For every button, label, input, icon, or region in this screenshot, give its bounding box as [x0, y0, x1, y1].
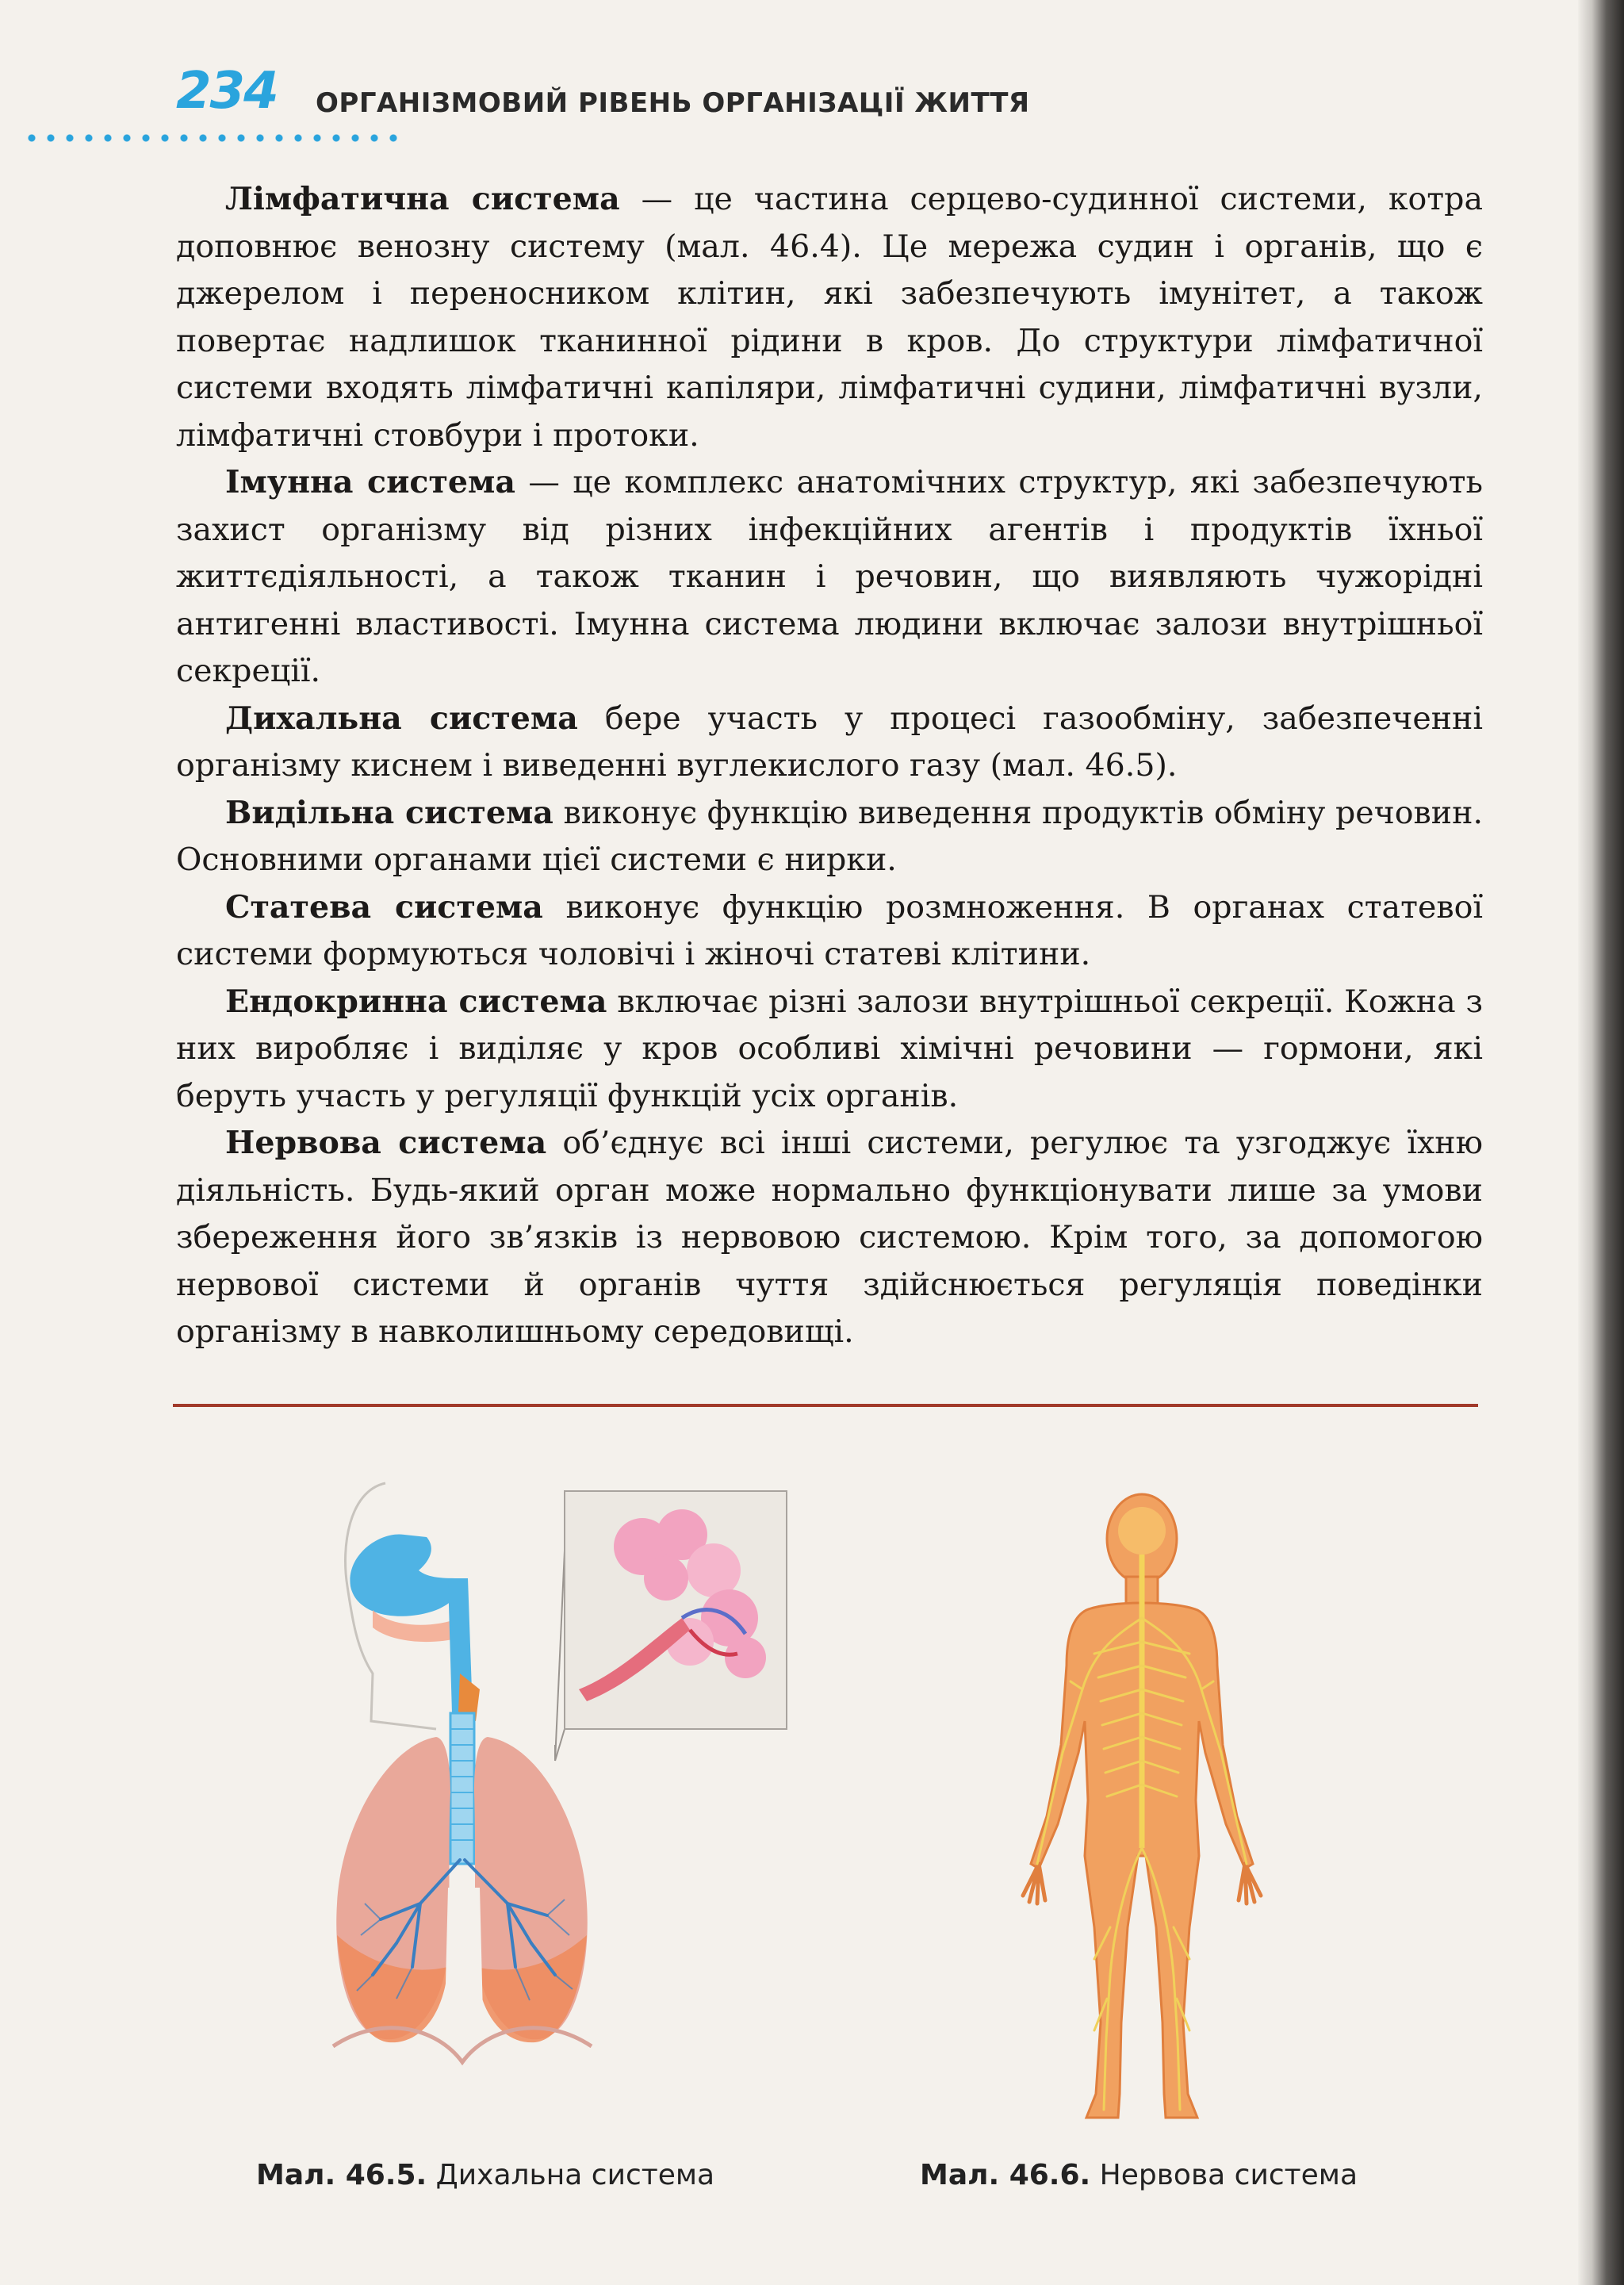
paragraph-lymphatic — [176, 176, 1483, 459]
decorative-dots — [22, 132, 403, 144]
right-hand — [1239, 1864, 1261, 1904]
term: Лімфатична система — [225, 181, 620, 217]
book-binding-edge — [1578, 0, 1624, 2285]
nervous-system-illustration — [975, 1483, 1308, 2141]
page-number: 234 — [176, 62, 278, 121]
term: Видільна система — [225, 794, 553, 831]
trachea — [450, 1713, 474, 1864]
paragraph-text: виконує функцію розмноження. В органах статевої системи формуються чоловічі і жіночі статеві клітини. — [176, 888, 1483, 972]
section-divider — [173, 1404, 1478, 1407]
paragraph-text: — це частина серцево-судинної системи, котра доповнює венозну систему (мал. 46.4). Це мережа судин і органів, що є джерелом і переносником клітин, які забезпечують імунітет, а також повертає надлишок тканинної рідини в кров. До структури лімфатичної системи входять лімфатичні капіляри, лімфатичні судини, лімфатичні вузли, лімфатичні стовбури і протоки. — [176, 181, 1483, 454]
respiratory-system-illustration — [317, 1459, 809, 2141]
figure-caption-respiratory — [256, 2159, 714, 2191]
figure-label: Мал. 46.6. — [920, 2159, 1091, 2191]
paragraph-nervous — [176, 1120, 1483, 1356]
paragraph-text: бере участь у процесі газообміну, забезпеченні організму киснем і виведенні вуглекислого газу (мал. 46.5). — [176, 700, 1484, 784]
figure-caption-nervous — [920, 2159, 1358, 2191]
figure-label: Мал. 46.5. — [256, 2159, 427, 2191]
mediastinum — [444, 1888, 484, 2046]
figure-caption-text: Дихальна система — [427, 2159, 715, 2191]
paragraph-text: включає різні залози внутрішньої секреції. Кожна з них виробляє і виділяє у кров особливі хімічні речовини — гормони, які беруть участь у регуляції функцій усіх органів. — [176, 983, 1483, 1114]
figure-caption-text: Нервова система — [1090, 2159, 1358, 2191]
term: Ендокринна система — [225, 983, 607, 1020]
brain — [1118, 1507, 1166, 1555]
paragraph-reproductive — [176, 884, 1483, 979]
running-title: ОРГАНІЗМОВИЙ РІВЕНЬ ОРГАНІЗАЦІЇ ЖИТТЯ — [316, 87, 1030, 119]
term: Статева система — [225, 888, 543, 926]
body-text — [176, 176, 1483, 1356]
left-hand — [1023, 1864, 1045, 1904]
paragraph-text: об’єднує всі інші системи, регулює та узгоджує їхню діяльність. Будь-який орган може нормально функціонувати лише за умови збереження його зв’язків із нервовою системою. Крім того, за допомогою нервової системи й органів чуття здійснюється регуляція поведінки організму в навколишньому середовищі. — [176, 1125, 1483, 1350]
term: Дихальна система — [225, 700, 578, 737]
paragraph-respiratory — [176, 696, 1483, 790]
term: Нервова система — [225, 1125, 547, 1161]
paragraph-immune — [176, 459, 1483, 696]
nasal-cavity — [350, 1534, 462, 1616]
term: Імунна система — [225, 464, 515, 500]
paragraph-text: виконує функцію виведення продуктів обміну речовин. Основними органами цієї системи є нирки. — [176, 794, 1483, 878]
paragraph-excretory — [176, 790, 1483, 884]
paragraph-endocrine — [176, 979, 1483, 1121]
paragraph-text: — це комплекс анатомічних структур, які забезпечують захист організму від різних інфекційних агентів і продуктів їхньої життєдіяльності, а також тканин і речовин, що виявляють чужорідні антигенні властивості. Імунна система людини включає залози внутрішньої секреції. — [176, 464, 1484, 689]
